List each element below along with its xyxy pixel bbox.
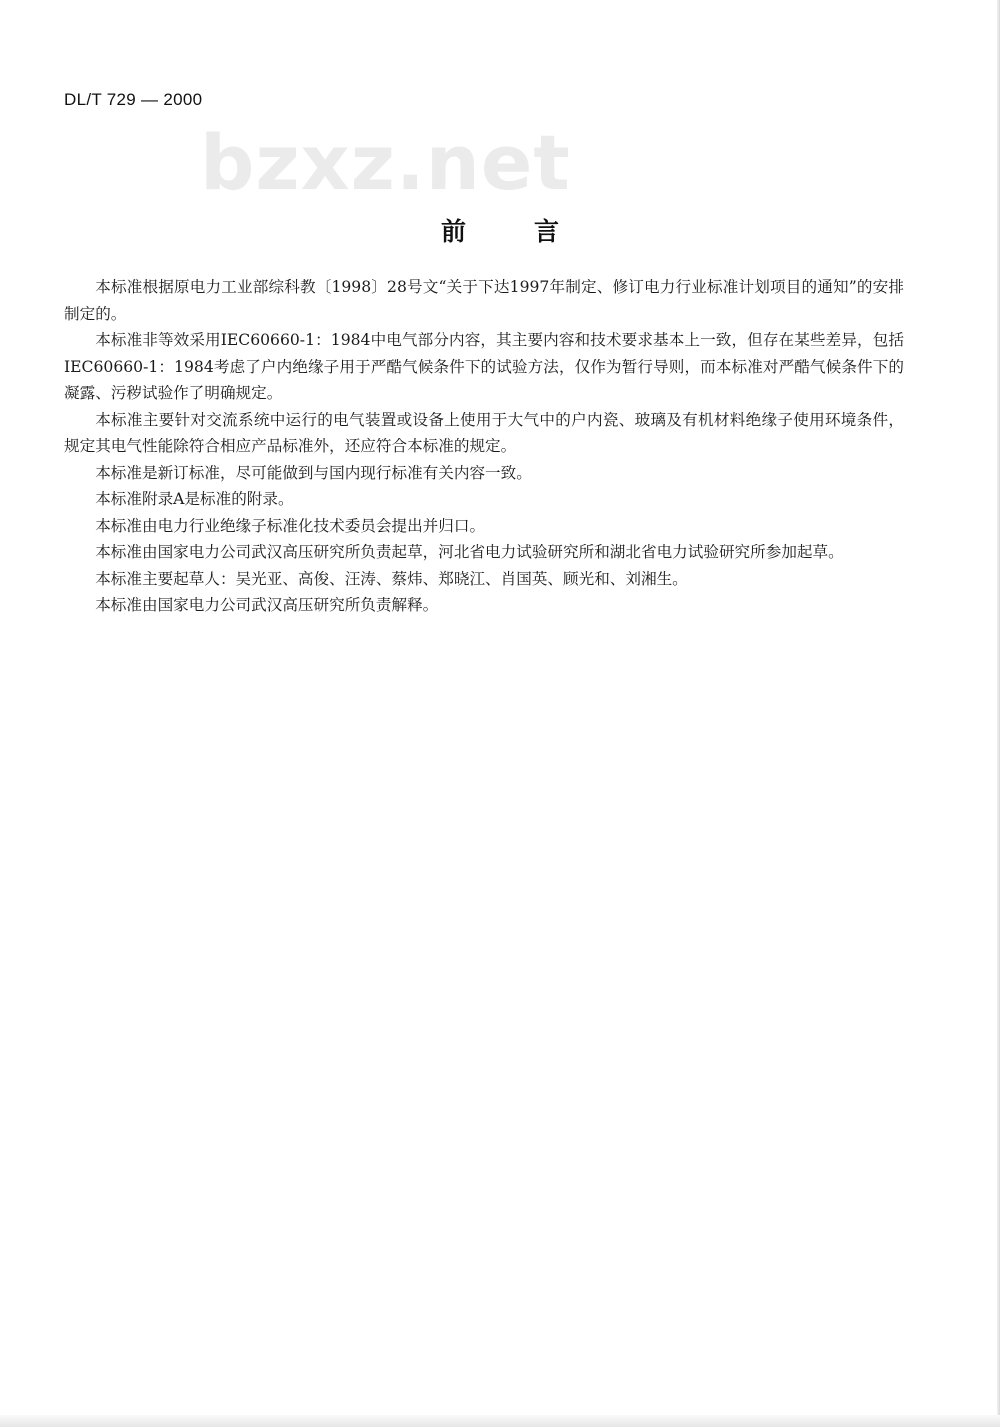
- paragraph: 本标准由电力行业绝缘子标准化技术委员会提出并归口。: [95, 516, 486, 535]
- paragraph: 本标准根据原电力工业部综科教〔1998〕28号文“关于下达1997年制定、修订电力行业标准计划项目的通知”的安排制定的。: [64, 278, 904, 323]
- paragraph: 本标准由国家电力公司武汉高压研究所负责起草，河北省电力试验研究所和湖北省电力试验研究所参加起草。: [95, 543, 844, 561]
- paragraph: 本标准非等效采用IEC60660-1：1984中电气部分内容，其主要内容和技术要求基本上一致，但存在某些差异，包括IEC60660-1：1984考虑了户内绝缘子用于严酷气候条件下的试验方法，仅作为暂行导则，而本标准对严酷气候条件下的凝露、污秽试验作了明确规定。: [64, 331, 904, 402]
- paragraph: 本标准主要针对交流系统中运行的电气装置或设备上使用于大气中的户内瓷、玻璃及有机材料绝缘子使用环境条件，规定其电气性能除符合相应产品标准外，还应符合本标准的规定。: [64, 410, 904, 455]
- paragraph: 本标准主要起草人：吴光亚、高俊、汪涛、蔡炜、郑晓江、肖国英、顾光和、刘湘生。: [95, 569, 688, 588]
- paragraph: 本标准由国家电力公司武汉高压研究所负责解释。: [95, 596, 439, 614]
- watermark: bzxz.net: [200, 118, 571, 207]
- foreword-body: [64, 274, 904, 619]
- document-number: DL/T 729 — 2000: [64, 90, 203, 109]
- page-title: 前言: [440, 217, 627, 246]
- paragraph: 本标准附录A是标准的附录。: [95, 490, 294, 508]
- page-edge-bottom: [0, 1415, 1000, 1427]
- paragraph: 本标准是新订标准，尽可能做到与国内现行标准有关内容一致。: [95, 463, 532, 482]
